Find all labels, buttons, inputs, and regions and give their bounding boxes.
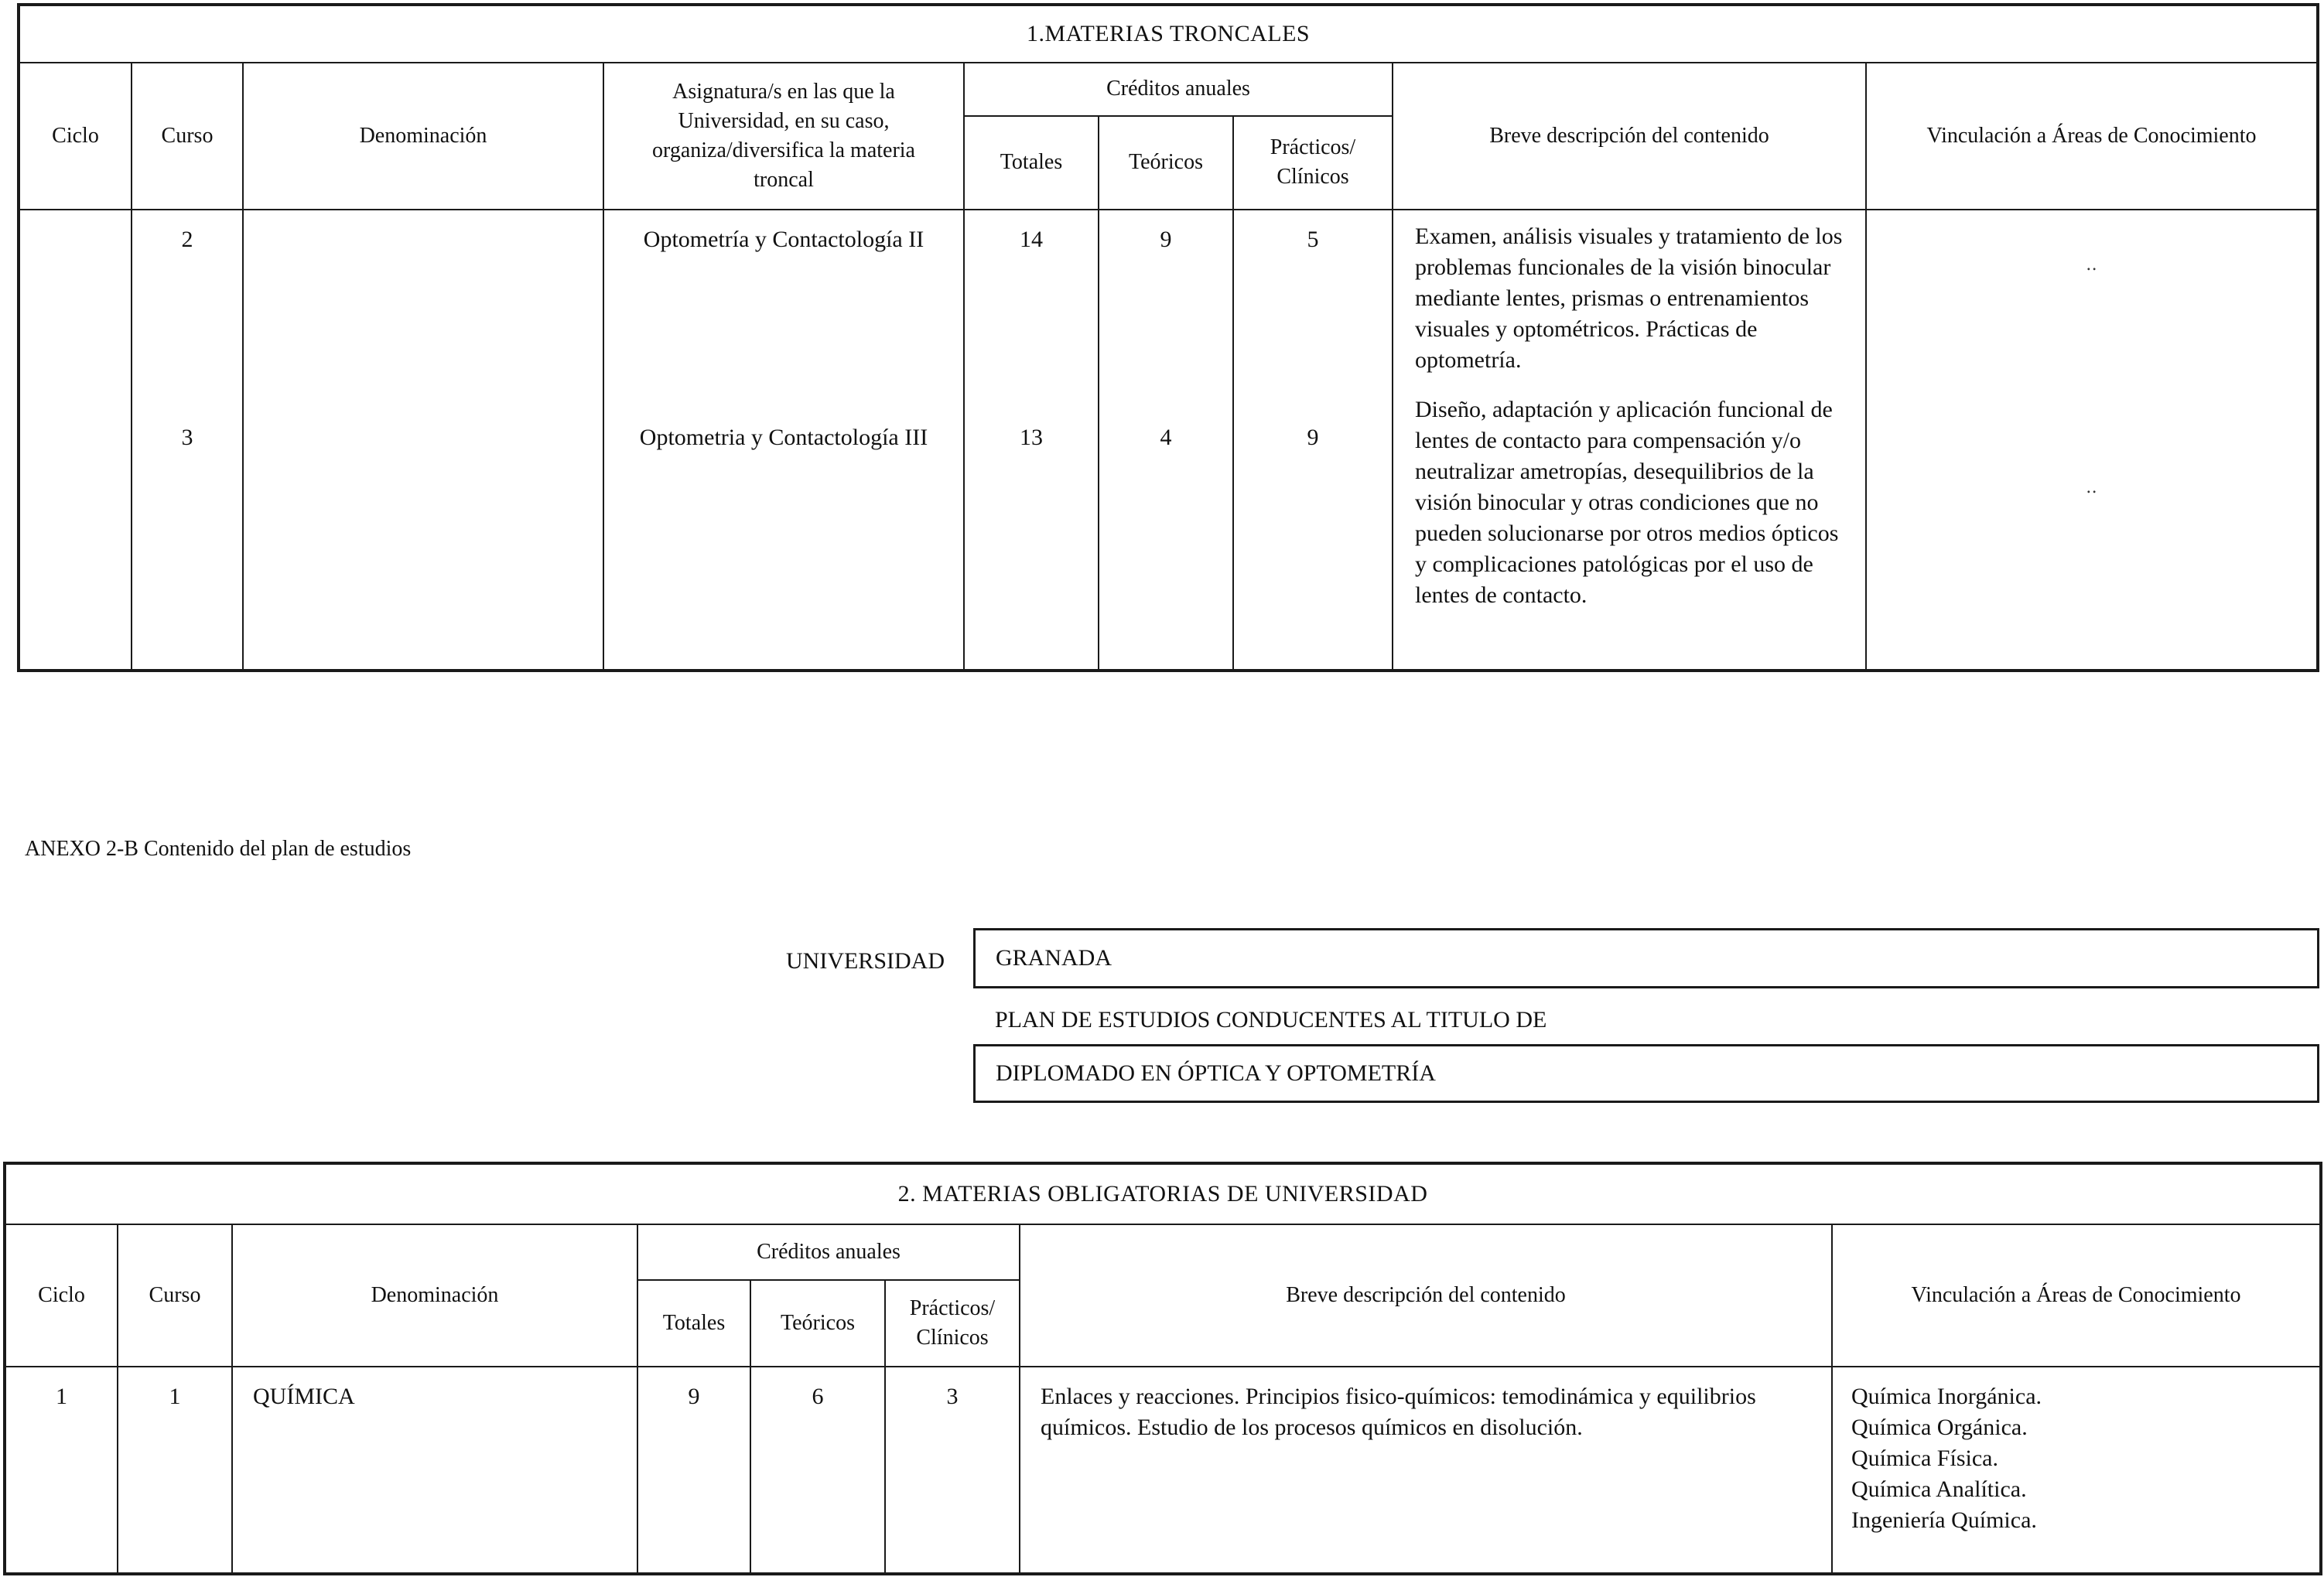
ciclo-value: 1 — [56, 1384, 67, 1409]
descripcion-text: Examen, análisis visuales y tratamiento de los problemas funcionales de la visión binocular mediante lentes, prismas o entrenamientos visuales y optométricos. Prácticas de optometría. — [1415, 224, 1843, 373]
area-item: Química Orgánica. — [1851, 1415, 2028, 1440]
cell-practicos — [885, 1367, 1020, 1574]
teoricos-value: 4 — [1160, 425, 1172, 450]
cell-teoricos — [1099, 210, 1233, 671]
practicos-value: 5 — [1307, 227, 1319, 252]
asignatura-value: Optometría y Contactología II — [643, 227, 924, 252]
practicos-value: 3 — [946, 1384, 959, 1409]
header-teoricos: Teóricos — [750, 1280, 885, 1367]
universidad-value: GRANADA — [996, 945, 1112, 971]
vinculacion-value: ‥ — [2086, 477, 2097, 497]
header-denominacion: Denominación — [232, 1224, 637, 1367]
header-teoricos: Teóricos — [1099, 116, 1233, 210]
titulo-value: DIPLOMADO EN ÓPTICA Y OPTOMETRÍA — [996, 1060, 1436, 1086]
header-practicos: Prácticos/ Clínicos — [1233, 116, 1393, 210]
universidad-label: UNIVERSIDAD — [786, 948, 945, 974]
totales-value: 14 — [1020, 227, 1043, 252]
header-asignatura: Asignatura/s en las que la Universidad, en su caso, organiza/diversifica la materia troncal — [603, 63, 964, 210]
header-ciclo: Ciclo — [5, 1224, 118, 1367]
header-creditos: Créditos anuales — [637, 1224, 1020, 1280]
cell-totales — [637, 1367, 750, 1574]
annex-heading: ANEXO 2-B Contenido del plan de estudios — [25, 837, 412, 861]
header-descripcion: Breve descripción del contenido — [1020, 1224, 1832, 1367]
cell-descripcion — [1393, 210, 1866, 671]
vinculacion-value: ‥ — [2086, 254, 2097, 274]
table-title: 1.MATERIAS TRONCALES — [19, 5, 2318, 63]
practicos-value: 9 — [1307, 425, 1319, 450]
totales-value: 13 — [1020, 425, 1043, 450]
curso-value: 2 — [181, 227, 193, 252]
totales-value: 9 — [688, 1384, 700, 1409]
table-row — [5, 1367, 2321, 1574]
cell-practicos — [1233, 210, 1393, 671]
cell-vinculacion — [1832, 1367, 2321, 1574]
cell-denominacion — [243, 210, 603, 671]
table-title: 2. MATERIAS OBLIGATORIAS DE UNIVERSIDAD — [5, 1163, 2321, 1224]
troncales-table — [17, 3, 2319, 672]
plan-line: PLAN DE ESTUDIOS CONDUCENTES AL TITULO DE — [995, 1007, 1547, 1033]
cell-totales — [964, 210, 1099, 671]
area-item: Química Física. — [1851, 1446, 1998, 1471]
teoricos-value: 9 — [1160, 227, 1172, 252]
table-row — [19, 210, 2318, 671]
cell-curso — [118, 1367, 232, 1574]
curso-value: 3 — [181, 425, 193, 450]
header-curso: Curso — [118, 1224, 232, 1367]
denominacion-value: QUÍMICA — [253, 1384, 355, 1409]
cell-descripcion — [1020, 1367, 1832, 1574]
universidad-box — [973, 928, 2319, 988]
header-totales: Totales — [964, 116, 1099, 210]
cell-teoricos — [750, 1367, 885, 1574]
header-creditos: Créditos anuales — [964, 63, 1393, 116]
cell-denominacion — [232, 1367, 637, 1574]
cell-ciclo — [5, 1367, 118, 1574]
cell-asignatura — [603, 210, 964, 671]
header-descripcion: Breve descripción del contenido — [1393, 63, 1866, 210]
header-totales: Totales — [637, 1280, 750, 1367]
cell-vinculacion — [1866, 210, 2318, 671]
descripcion-text: Enlaces y reacciones. Principios fisico-químicos: temodinámica y equilibrios químicos. Estudio de los procesos químicos en disolución. — [1041, 1384, 1756, 1440]
header-denominacion: Denominación — [243, 63, 603, 210]
titulo-box — [973, 1044, 2319, 1103]
obligatorias-table — [3, 1162, 2322, 1575]
area-item: Química Analítica. — [1851, 1476, 2027, 1502]
area-item: Ingeniería Química. — [1851, 1507, 2037, 1533]
header-curso: Curso — [132, 63, 243, 210]
area-item: Química Inorgánica. — [1851, 1384, 2042, 1409]
header-vinculacion: Vinculación a Áreas de Conocimiento — [1832, 1224, 2321, 1367]
cell-curso — [132, 210, 243, 671]
header-practicos: Prácticos/ Clínicos — [885, 1280, 1020, 1367]
teoricos-value: 6 — [812, 1384, 824, 1409]
asignatura-value: Optometria y Contactología III — [639, 425, 928, 450]
cell-ciclo — [19, 210, 132, 671]
header-ciclo: Ciclo — [19, 63, 132, 210]
header-vinculacion: Vinculación a Áreas de Conocimiento — [1866, 63, 2318, 210]
descripcion-text: Diseño, adaptación y aplicación funcional de lentes de contacto para compensación y/o neutralizar ametropías, desequilibrios de la visión binocular y otras condiciones que no pueden solucionarse por otros medios ópticos y complicaciones patológicas por el uso de lentes de contacto. — [1415, 397, 1839, 608]
curso-value: 1 — [169, 1384, 181, 1409]
